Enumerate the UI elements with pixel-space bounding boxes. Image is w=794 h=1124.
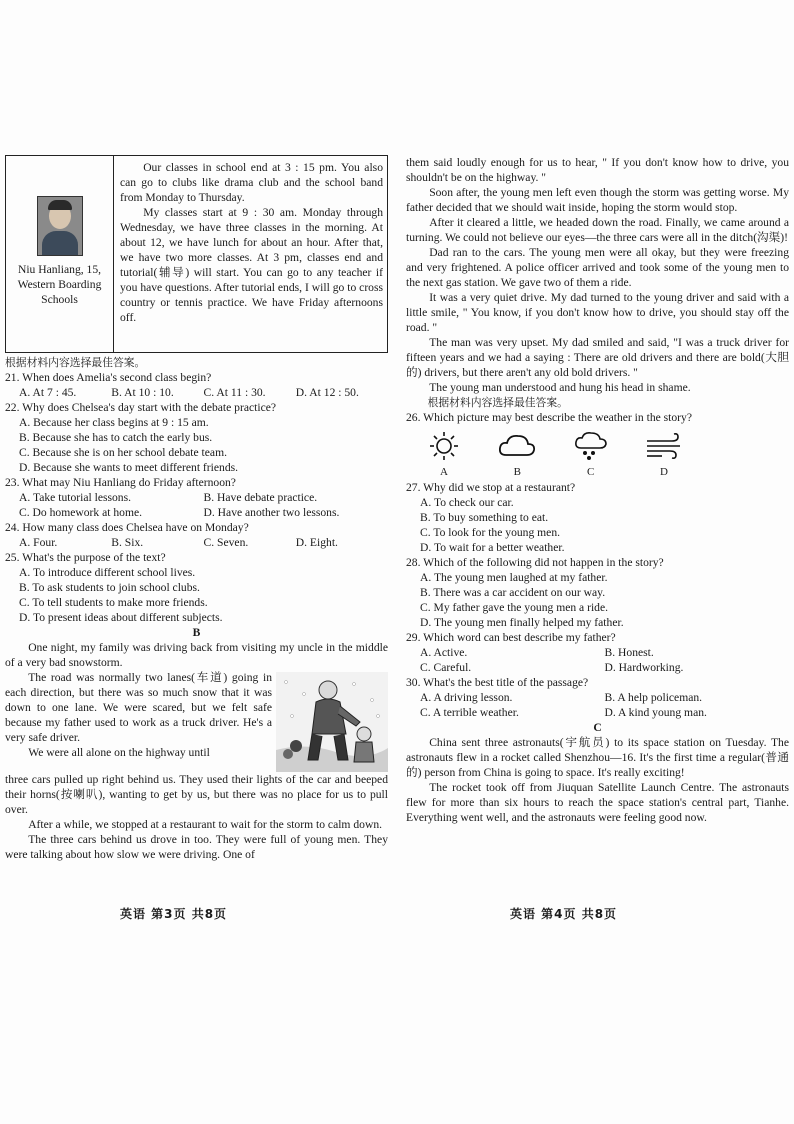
passage-paragraph: Dad ran to the cars. The young men were all okay, but they were freezing and very frightened. A police officer arrived and took some of the young men to the next gas station. We gave two of them a ride. <box>406 246 789 289</box>
answer-option[interactable]: B. Honest. <box>604 646 654 659</box>
answer-option[interactable]: C. At 11 : 30. <box>203 386 266 399</box>
answer-option-row <box>5 535 388 550</box>
answer-option-row <box>406 690 789 705</box>
answer-option[interactable]: B. Have debate practice. <box>203 491 318 504</box>
answer-option[interactable]: A. To check our car. <box>420 496 514 509</box>
answer-option[interactable]: D. At 12 : 50. <box>295 386 359 399</box>
question-group-a <box>5 370 388 625</box>
section-heading-b: B <box>192 626 201 639</box>
weather-options <box>424 431 684 480</box>
answer-option[interactable]: D. Have another two lessons. <box>203 506 340 519</box>
page-footer-left: 英语 第3页 共8页 <box>120 907 228 921</box>
answer-option[interactable]: A. Take tutorial lessons. <box>19 491 131 504</box>
answer-option[interactable]: A. A driving lesson. <box>420 691 513 704</box>
student-photo <box>37 196 83 256</box>
answer-option[interactable]: D. Eight. <box>295 536 338 549</box>
passage-paragraph: The road was normally two lanes(车道) going in each direction, but there was so much snow that it was down to one lane. We were scared, but we felt safe because my father used to work as a truck driver. He's a very safe driver. <box>5 671 272 744</box>
question-stem: 29. Which word can best describe my father? <box>406 631 616 644</box>
answer-option-row <box>406 705 789 720</box>
snowstorm-illustration <box>276 672 388 772</box>
answer-option[interactable]: C. Do homework at home. <box>19 506 143 519</box>
answer-option[interactable]: C. Seven. <box>203 536 249 549</box>
question-stem: 22. Why does Chelsea's day start with the debate practice? <box>5 401 277 414</box>
right-page <box>406 155 789 825</box>
weather-option-a[interactable]: A <box>424 431 464 480</box>
answer-option[interactable]: A. The young men laughed at my father. <box>420 571 608 584</box>
answer-option[interactable]: B. To buy something to eat. <box>420 511 549 524</box>
snow-cloud-icon <box>573 431 609 461</box>
answer-option[interactable]: D. The young men finally helped my father. <box>420 616 624 629</box>
passage-paragraph: The man was very upset. My dad smiled and said, "I was a truck driver for fifteen years and we had a saying : There are old drivers and there are bold(大胆的) drivers, but there aren't any old bold drivers. " <box>406 336 789 379</box>
question-stem: 27. Why did we stop at a restaurant? <box>406 481 576 494</box>
answer-option[interactable]: B. There was a car accident on our way. <box>420 586 606 599</box>
question-stem: 28. Which of the following did not happen in the story? <box>406 556 664 569</box>
question-stem: 24. How many class does Chelsea have on Monday? <box>5 521 249 534</box>
answer-option[interactable]: D. Hardworking. <box>604 661 684 674</box>
sun-icon <box>426 431 462 461</box>
question-stem: 21. When does Amelia's second class begin? <box>5 371 212 384</box>
cloud-icon <box>497 431 537 461</box>
passage-paragraph: After it cleared a little, we headed down the road. Finally, we came around a turning. We could not believe our eyes—the three cars were all in the ditch(沟渠)! <box>406 216 789 244</box>
profile-paragraph: My classes start at 9 : 30 am. Monday through Wednesday, we have three classes in the morning. At about 12, we have lunch for about an hour. After that, we have two more classes. At 3 pm, classes end and tutorial(辅导) will start. You can go to any teacher if you have questions. After tutorial ends, I will go to cross country or tennis practice. We have Friday afternoons off. <box>120 206 383 324</box>
passage-paragraph: The young man understood and hung his head in shame. <box>429 381 691 394</box>
answer-option[interactable]: C. A terrible weather. <box>420 706 519 719</box>
page-footer-right: 英语 第4页 共8页 <box>510 907 618 921</box>
answer-option-row <box>406 645 789 660</box>
answer-option[interactable]: D. To wait for a better weather. <box>420 541 565 554</box>
passage-with-illustration <box>5 670 388 772</box>
answer-option[interactable]: C. Because she is on her school debate team. <box>19 446 227 459</box>
profile-photo-cell <box>6 156 114 352</box>
left-page <box>5 155 388 862</box>
section-heading-c: C <box>593 721 602 734</box>
profile-box <box>5 155 388 353</box>
passage-paragraph: China sent three astronauts(宇航员) to its space station on Tuesday. The astronauts flew in a rocket called Shenzhou—16. It's the first time a regular(普通的) person from China is going to space. It's really exciting! <box>406 736 789 779</box>
answer-option[interactable]: B. At 10 : 10. <box>111 386 174 399</box>
wind-icon <box>644 431 684 461</box>
answer-option[interactable]: D. A kind young man. <box>604 706 707 719</box>
passage-paragraph: them said loudly enough for us to hear, " If you don't know how to drive, you shouldn't be on the highway. " <box>406 156 789 184</box>
answer-option[interactable]: D. To present ideas about different subjects. <box>19 611 223 624</box>
answer-option[interactable]: C. To tell students to make more friends. <box>19 596 208 609</box>
passage-paragraph: Soon after, the young men left even though the storm was getting worse. My father decided that we should wait inside, hoping the storm would stop. <box>406 186 789 214</box>
question-group-b <box>406 480 789 720</box>
answer-option[interactable]: B. Six. <box>111 536 144 549</box>
passage-paragraph: After a while, we stopped at a restaurant to wait for the storm to calm down. <box>28 818 383 831</box>
answer-option[interactable]: C. My father gave the young men a ride. <box>420 601 609 614</box>
answer-option[interactable]: D. Because she wants to meet different friends. <box>19 461 239 474</box>
profile-paragraph: Our classes in school end at 3 : 15 pm. You also can go to clubs like drama club and the school band from Monday to Thursday. <box>120 161 383 204</box>
weather-option-d[interactable]: D <box>644 431 684 480</box>
passage-paragraph: One night, my family was driving back from visiting my uncle in the middle of a very bad snowstorm. <box>5 641 388 669</box>
question-26: 26. Which picture may best describe the weather in the story? <box>406 411 692 424</box>
answer-option-row <box>5 385 388 400</box>
profile-text <box>114 156 387 352</box>
answer-option[interactable]: A. To introduce different school lives. <box>19 566 196 579</box>
answer-option[interactable]: B. A help policeman. <box>604 691 703 704</box>
instruction: 根据材料内容选择最佳答案。 <box>5 356 146 369</box>
answer-option-row <box>406 660 789 675</box>
answer-option[interactable]: B. To ask students to join school clubs. <box>19 581 200 594</box>
question-stem: 25. What's the purpose of the text? <box>5 551 166 564</box>
answer-option[interactable]: A. Because her class begins at 9 : 15 am. <box>19 416 209 429</box>
question-stem: 30. What's the best title of the passage? <box>406 676 589 689</box>
answer-option-row <box>5 490 388 505</box>
answer-option[interactable]: A. Four. <box>19 536 58 549</box>
answer-option[interactable]: C. To look for the young men. <box>420 526 561 539</box>
answer-option[interactable]: A. At 7 : 45. <box>19 386 77 399</box>
passage-paragraph: three cars pulled up right behind us. They used their lights of the car and beeped their horns(按喇叭), wanting to get by us, but there was no place for us to pull over. <box>5 773 388 816</box>
passage-paragraph: It was a very quiet drive. My dad turned to the young driver and said with a little smile, " You know, if you don't know how to drive, you should stay off the road. " <box>406 291 789 334</box>
passage-paragraph: The rocket took off from Jiuquan Satellite Launch Centre. The astronauts flew for more than six hours to reach the space station's central part, Tianhe. Everything went well, and the astronauts were feeling good now. <box>406 781 789 824</box>
answer-option[interactable]: C. Careful. <box>420 661 472 674</box>
weather-option-b[interactable]: B <box>497 431 537 480</box>
passage-paragraph: The three cars behind us drove in too. They were full of young men. They were talking about how slow we were driving. One of <box>5 833 388 861</box>
answer-option-row <box>5 505 388 520</box>
question-stem: 23. What may Niu Hanliang do Friday afternoon? <box>5 476 236 489</box>
instruction: 根据材料内容选择最佳答案。 <box>427 396 568 409</box>
profile-name: Niu Hanliang, 15, Western Boarding Schools <box>17 263 102 306</box>
answer-option[interactable]: B. Because she has to catch the early bus. <box>19 431 213 444</box>
passage-paragraph: We were all alone on the highway until <box>28 746 210 759</box>
answer-option[interactable]: A. Active. <box>420 646 468 659</box>
weather-option-c[interactable]: C <box>571 431 611 480</box>
